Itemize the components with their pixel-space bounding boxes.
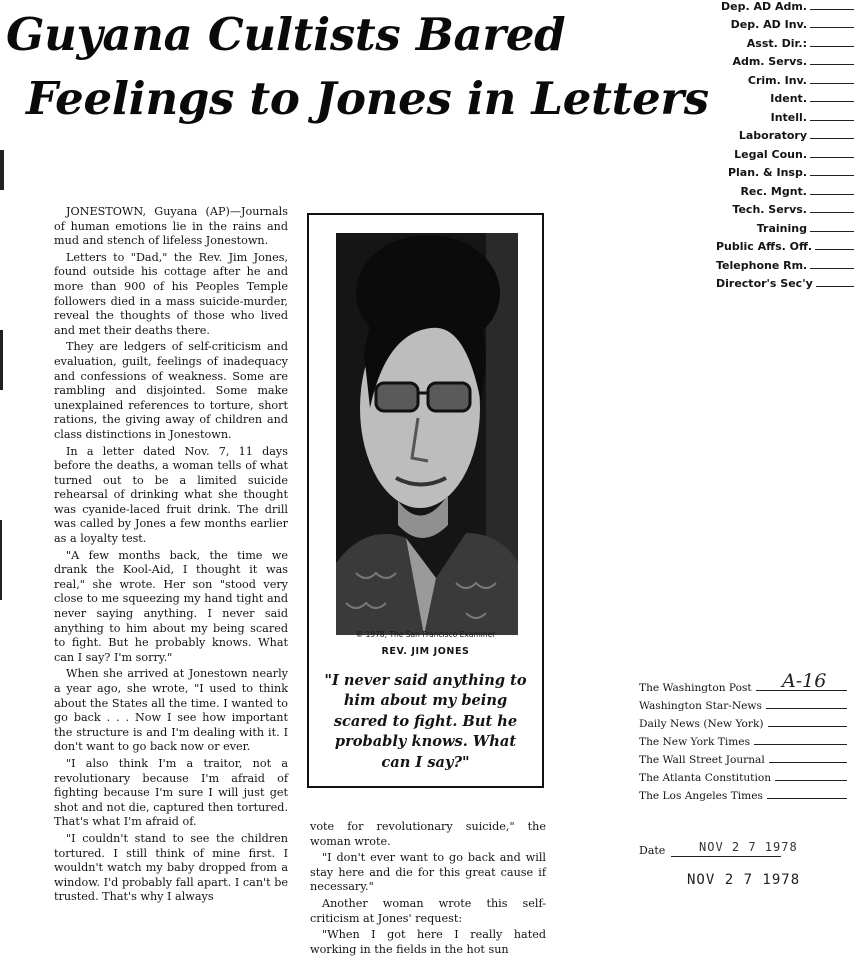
routing-item [716, 198, 854, 217]
scan-edge-mark [0, 520, 2, 600]
routing-item [716, 216, 854, 235]
newspaper-blank-line [769, 762, 847, 763]
routing-label: Ident. [770, 92, 807, 105]
routing-item [716, 161, 854, 180]
scan-edge-mark [0, 150, 4, 190]
routing-blank-line [810, 175, 854, 176]
newspaper-blank-line [775, 780, 847, 781]
headline-line-2: Feelings to Jones in Letters [26, 72, 709, 125]
newspaper-blank-line [754, 744, 847, 745]
newspaper-item [639, 676, 849, 694]
routing-blank-line [810, 231, 854, 232]
routing-item [716, 87, 854, 106]
photo-caption-name: REV. JIM JONES [381, 646, 470, 657]
pull-quote: "I never said anything to him about my being scared to fight. But he probably knows. What can I say?" [324, 672, 527, 771]
routing-label: Plan. & Insp. [727, 166, 807, 179]
newspaper-name: The Los Angeles Times [639, 790, 763, 802]
newspaper-name: The New York Times [639, 736, 751, 748]
routing-blank-line [810, 64, 854, 65]
article-paragraph: They are ledgers of self-criticism and evaluation, guilt, feelings of inadequacy and confessions of weakness. Some are rambling and disjointed. Some make unexplained references to torture, short rations, the giving away of children and class distinctions in Jonestown. [54, 340, 288, 441]
newspaper-name: The Washington Post [639, 682, 752, 694]
article-column-1 [54, 205, 288, 907]
routing-item [716, 253, 854, 272]
portrait-image [336, 233, 518, 635]
newspaper-name: Washington Star-News [639, 700, 762, 712]
routing-blank-line [810, 120, 854, 121]
photo-box [307, 213, 544, 788]
routing-blank-line [810, 212, 854, 213]
routing-item [716, 272, 854, 291]
routing-blank-line [810, 157, 854, 158]
routing-blank-line [810, 27, 854, 28]
routing-item [716, 179, 854, 198]
article-paragraph: "I also think I'm a traitor, not a revolutionary because I'm afraid of fighting because I'm sure I will just get shot and not die, captured then tortured. That's what I'm afraid of. [54, 756, 288, 829]
scan-edge-mark [0, 330, 3, 390]
handwritten-page-number: A-16 [782, 670, 827, 692]
article-paragraph: "I don't ever want to go back and will stay here and die for this great cause if necessary." [310, 851, 546, 894]
routing-item [716, 0, 854, 13]
newspaper-name: The Atlanta Constitution [639, 772, 772, 784]
newspaper-item [639, 712, 849, 730]
newspaper-name: The Wall Street Journal [639, 754, 765, 766]
routing-label: Legal Coun. [734, 147, 807, 161]
routing-label: Asst. Dir.: [746, 36, 807, 50]
date-stamp: NOV 2 7 1978 [687, 872, 801, 888]
article-column-2 [310, 820, 546, 959]
routing-label: Rec. Mgnt. [740, 184, 807, 198]
newspaper-name: Daily News (New York) [639, 718, 764, 730]
article-paragraph: "I couldn't stand to see the children tortured. I still think of mine first. I wouldn't watch my baby dropped from a window. I'd probably fall apart. I can't be trusted. That's why I always [54, 831, 288, 904]
newspaper-blank-line [766, 708, 847, 709]
article-paragraph: JONESTOWN, Guyana (AP)—Journals of human emotions lie in the rains and mud and stench of lifeless Jonestown. [54, 205, 288, 248]
routing-blank-line [810, 9, 854, 10]
date-blank-line [671, 856, 781, 857]
routing-label: Laboratory [738, 129, 807, 142]
portrait-photo [336, 233, 518, 635]
newspaper-blank-line [768, 726, 847, 727]
routing-item [716, 235, 854, 254]
newspaper-list [639, 676, 849, 802]
routing-label: Adm. Servs. [732, 55, 807, 68]
newspaper-item [639, 730, 849, 748]
date-stamp-faint: NOV 2 7 1978 [699, 840, 798, 854]
routing-label: Telephone Rm. [716, 258, 808, 272]
newspaper-item [639, 748, 849, 766]
routing-item [716, 142, 854, 161]
routing-blank-line [810, 194, 854, 195]
routing-item [716, 124, 854, 143]
routing-item [716, 105, 854, 124]
routing-item [716, 68, 854, 87]
routing-label: Dep. AD Adm. [721, 0, 807, 13]
date-label: Date [639, 844, 666, 857]
article-paragraph: Letters to "Dad," the Rev. Jim Jones, found outside his cottage after he and more than 900 of his Peoples Temple followers died in a mass suicide-murder, reveal the thoughts of those who lived and met their deaths there. [54, 250, 288, 337]
routing-blank-line [815, 249, 854, 250]
newspaper-blank-line [756, 690, 847, 691]
article-paragraph: "A few months back, the time we drank the Kool-Aid, I thought it was real," she wrote. Her son "stood very close to me squeezing my hand tight and never saying anything. I never said anything to him about my being scared to fight. But he probably knows. What can I say? I'm sorry." [54, 548, 288, 664]
article-paragraph: In a letter dated Nov. 7, 11 days before the deaths, a woman tells of what turned out to be a limited suicide rehearsal of drinking what she thought was cyanide-laced fruit drink. The drill was called by Jones a few months earlier as a loyalty test. [54, 444, 288, 546]
headline-line-1: Guyana Cultists Bared [6, 8, 566, 61]
routing-blank-line [810, 83, 854, 84]
routing-blank-line [810, 46, 854, 47]
photo-credit: © 1978, The San Francisco Examiner [355, 630, 496, 639]
article-paragraph: vote for revolutionary suicide," the woman wrote. [310, 820, 546, 848]
routing-blank-line [810, 138, 854, 139]
routing-label: Director's Sec'y [716, 277, 813, 290]
routing-item [716, 50, 854, 69]
routing-label: Dep. AD Inv. [730, 18, 807, 31]
routing-blank-line [810, 268, 854, 269]
article-paragraph: "When I got here I really hated working in the fields in the hot sun [310, 928, 546, 956]
routing-blank-line [816, 286, 854, 287]
routing-label: Tech. Servs. [732, 203, 807, 216]
article-paragraph: When she arrived at Jonestown nearly a year ago, she wrote, "I used to think about the States all the time. I wanted to go back . . . Now I see how important the structure is and I'm dealing with it. I don't want to go back now or ever. [54, 667, 288, 754]
routing-list [716, 0, 854, 290]
newspaper-item [639, 766, 849, 784]
newspaper-item [639, 784, 849, 802]
routing-label: Intell. [770, 110, 807, 124]
newspaper-item [639, 694, 849, 712]
routing-item [716, 31, 854, 50]
article-paragraph: Another woman wrote this self-criticism at Jones' request: [310, 896, 546, 925]
newspaper-blank-line [767, 798, 847, 799]
routing-item [716, 13, 854, 32]
routing-blank-line [810, 101, 854, 102]
routing-label: Crim. Inv. [747, 73, 807, 87]
routing-label: Training [756, 221, 807, 235]
routing-label: Public Affs. Off. [716, 240, 813, 253]
